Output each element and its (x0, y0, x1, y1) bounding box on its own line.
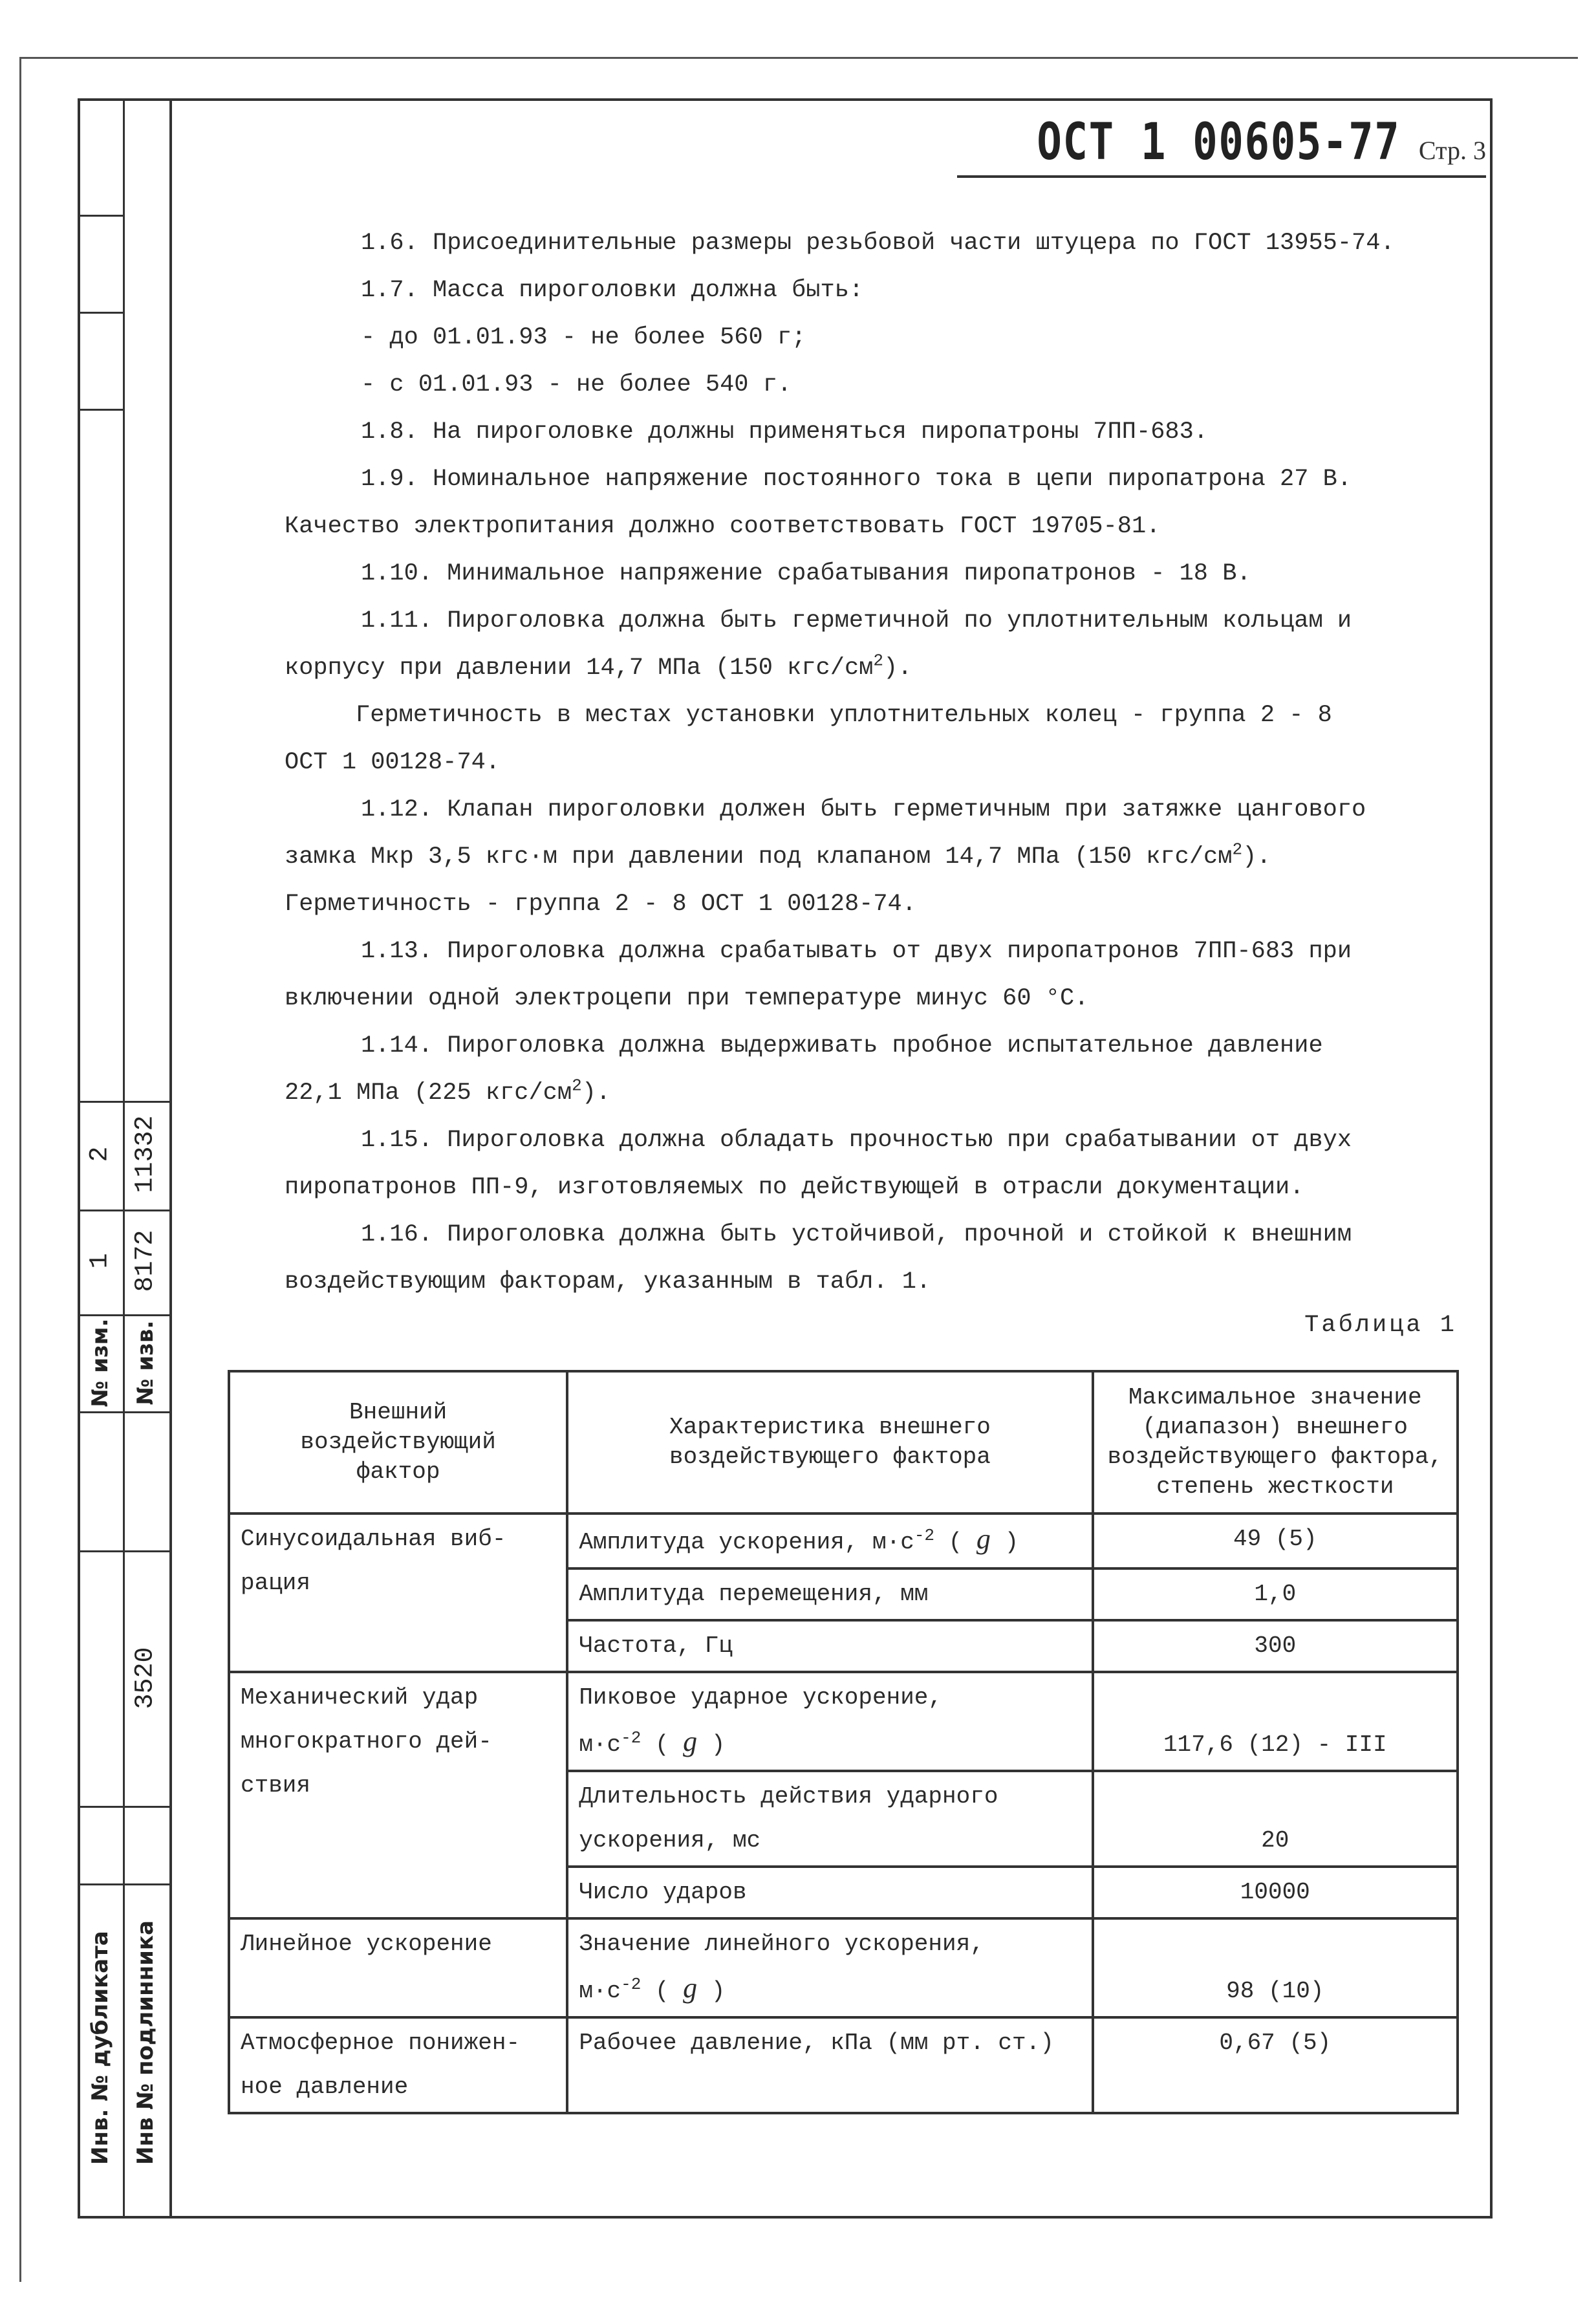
table-caption: Таблица 1 (1304, 1312, 1457, 1339)
vib-amp-acc: Амплитуда ускорения, $м\cdot с^{-2}$ ( g ) (567, 1514, 1092, 1568)
izv-label: № изв. (133, 1320, 158, 1405)
factors-table (228, 1370, 1459, 2114)
clause-1-7: 1.7. Масса пироголовки должна быть: (361, 277, 864, 304)
vib-freq-value: 300 (1093, 1620, 1458, 1672)
vib-amp-acc-value: 49 (5) (1093, 1514, 1458, 1568)
clause-1-9: 1.9. Номинальное напряжение постоянного тока в цепи пиропатрона 27 В. (361, 466, 1352, 493)
clause-1-15: 1.15. Пироголовка должна обладать прочностью при срабатывании от двух (361, 1127, 1352, 1154)
podl-number: 3520 (131, 1647, 160, 1709)
clause-1-7-a: - до 01.01.93 - не более 560 г; (361, 324, 806, 351)
izv-2: 11332 (131, 1115, 160, 1193)
side-line (78, 1101, 169, 1103)
factor-linear: Линейное ускорение (229, 1918, 567, 2017)
clause-1-7-b: - с 01.01.93 - не более 540 г. (361, 371, 792, 398)
side-line (78, 1550, 169, 1552)
clause-1-16: 1.16. Пироголовка должна быть устойчивой, прочной и стойкой к внешним (361, 1221, 1352, 1248)
clause-1-13-cont: включении одной электроцепи при температуре минус 60 °С. (285, 985, 1089, 1012)
side-line (78, 409, 123, 411)
linear-value: 98 (10) (1093, 1918, 1458, 2017)
side-divider (123, 98, 125, 2219)
clause-1-9-cont: Качество электропитания должно соответствовать ГОСТ 19705-81. (285, 513, 1161, 540)
header-max-value: Максимальное значение (диапазон) внешнего воздействующего фактора, степень жесткости (1093, 1371, 1458, 1514)
podl-label: Инв № подлинника (133, 1920, 158, 2165)
table-row (229, 1514, 1458, 1568)
shock-count: Число ударов (567, 1867, 1092, 1918)
document-code: ОСТ 1 00605-77 (1037, 113, 1401, 171)
table-header-row (229, 1371, 1458, 1514)
shock-peak: Пиковое ударное ускорение, $м\cdot с^{-2}$ ( g ) (567, 1672, 1092, 1771)
clause-1-12: 1.12. Клапан пироголовки должен быть герметичным при затяжке цангового (361, 796, 1366, 823)
clause-1-11: 1.11. Пироголовка должна быть герметичной по уплотнительным кольцам и (361, 607, 1352, 635)
clause-1-14: 1.14. Пироголовка должна выдерживать пробное испытательное давление (361, 1032, 1323, 1059)
side-line (78, 312, 123, 314)
shock-count-value: 10000 (1093, 1867, 1458, 1918)
table-row (229, 1918, 1458, 2017)
vib-freq: Частота, Гц (567, 1620, 1092, 1672)
clause-1-11-cont: корпусу при давлении 14,7 МПа (150 кгс/$см^2$). (285, 651, 912, 682)
shock-duration: Длительность действия ударного ускорения, мс (567, 1771, 1092, 1867)
dubl-label: Инв. № дубликата (87, 1931, 113, 2165)
vib-amp-disp-value: 1,0 (1093, 1568, 1458, 1620)
side-line (78, 215, 123, 217)
vib-amp-disp: Амплитуда перемещения, мм (567, 1568, 1092, 1620)
table-row (229, 2017, 1458, 2113)
page-number: Стр. 3 (1418, 136, 1486, 165)
clause-1-14-cont: 22,1 МПа (225 кгс/$см^2$). (285, 1076, 611, 1107)
atmospheric-char: Рабочее давление, кПа (мм рт. ст.) (567, 2017, 1092, 2113)
izv-1: 8172 (131, 1230, 160, 1292)
factor-shock: Механический удар многократного дей-ствия (229, 1672, 567, 1918)
page-header (957, 113, 1486, 178)
side-line (78, 1883, 169, 1885)
clause-1-6: 1.6. Присоединительные размеры резьбовой части штуцера по ГОСТ 13955-74. (361, 230, 1395, 257)
izm-2: 1 (85, 1253, 115, 1269)
factor-atmospheric: Атмосферное понижен-ное давление (229, 2017, 567, 2113)
header-factor: Внешний воздействующий фактор (229, 1371, 567, 1514)
shock-duration-value: 20 (1093, 1771, 1458, 1867)
izm-1: 2 (85, 1146, 115, 1162)
shock-peak-value: 117,6 (12) - III (1093, 1672, 1458, 1771)
factor-vibration: Синусоидальная виб-рация (229, 1514, 567, 1672)
side-stamp (78, 98, 172, 2219)
side-line (78, 1210, 169, 1211)
clause-1-13: 1.13. Пироголовка должна срабатывать от двух пиропатронов 7ПП-683 при (361, 938, 1352, 965)
clause-1-15-cont: пиропатронов ПП-9, изготовляемых по действующей в отрасли документации. (285, 1174, 1304, 1201)
side-line (78, 1806, 169, 1808)
clause-1-12-cont: замка Мкр 3,5 кгс·м при давлении под клапаном 14,7 МПа (150 кгс/$см^2$). (285, 840, 1271, 871)
header-characteristic: Характеристика внешнего воздействующего фактора (567, 1371, 1092, 1514)
clause-1-11-ref: ОСТ 1 00128-74. (285, 749, 501, 776)
izm-label: № изм. (87, 1318, 113, 1407)
clause-1-10: 1.10. Минимальное напряжение срабатывания пиропатронов - 18 В. (361, 560, 1251, 587)
linear-char: Значение линейного ускорения, $м\cdot с^{-2}$ ( g ) (567, 1918, 1092, 2017)
clause-1-8: 1.8. На пироголовке должны применяться пиропатроны 7ПП-683. (361, 418, 1209, 446)
atmospheric-value: 0,67 (5) (1093, 2017, 1458, 2113)
document-body (285, 220, 1461, 1306)
clause-1-11-tightness: Герметичность в местах установки уплотнительных колец - группа 2 - 8 (356, 702, 1332, 729)
clause-1-16-cont: воздействующим факторам, указанным в табл. 1. (285, 1268, 931, 1296)
table-row (229, 1672, 1458, 1771)
clause-1-12-tightness: Герметичность - группа 2 - 8 ОСТ 1 00128-74. (285, 891, 916, 918)
